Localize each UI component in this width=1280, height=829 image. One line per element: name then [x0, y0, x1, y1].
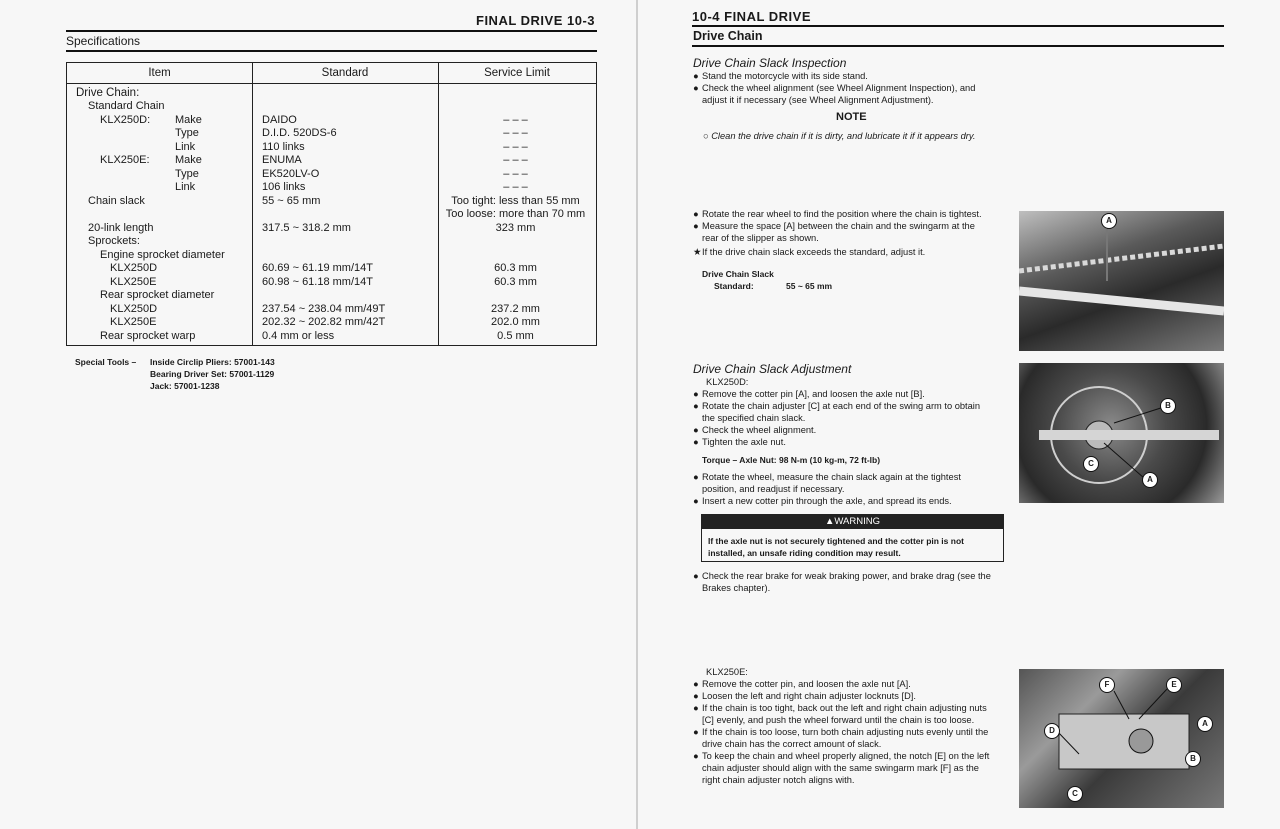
step-text: ● Check the wheel alignment (see Wheel Alignment Inspection), and [693, 83, 976, 93]
adjuster-locknut-photo [1019, 669, 1224, 808]
step-label: Tighten the axle nut. [702, 437, 786, 447]
table-cell-item: Rear sprocket warp [100, 330, 196, 342]
step-text: ● If the chain is too tight, back out the left and right chain adjusting nuts [693, 703, 987, 713]
table-cell-standard: 106 links [262, 181, 306, 193]
table-cell-item: Engine sprocket diameter [100, 249, 225, 261]
table-cell-standard: 110 links [262, 141, 305, 153]
chain-illustration [1019, 211, 1224, 351]
table-cell-limit: – – – [503, 168, 528, 180]
table-header-item: Item [148, 67, 171, 79]
torque-spec: Torque – Axle Nut: 98 N-m (10 kg-m, 72 ft-lb) [702, 455, 881, 465]
table-cell-item: Chain slack [88, 195, 145, 207]
table-cell-limit: – – – [503, 141, 528, 153]
step-label: Rotate the rear wheel to find the position where the chain is tightest. [702, 209, 982, 219]
table-cell-standard: ENUMA [262, 154, 302, 166]
step-label: Stand the motorcycle with its side stand. [702, 71, 868, 81]
table-cell-item: KLX250E [110, 276, 157, 288]
table-cell-item: Drive Chain: [76, 87, 140, 99]
section-rule [692, 45, 1224, 47]
table-divider [252, 63, 253, 345]
warning-title [702, 515, 1003, 529]
table-cell-limit: – – – [503, 127, 528, 139]
step-text: Brakes chapter). [702, 583, 771, 593]
table-cell-limit: – – – [503, 181, 528, 193]
table-cell-item: KLX250D [110, 303, 158, 315]
spec-standard-label: Standard: [714, 281, 754, 291]
warning-box [701, 514, 1004, 562]
section-title-drive-chain: Drive Chain [693, 29, 763, 43]
model-label: KLX250D: [706, 377, 749, 387]
callout-marker: A [1101, 213, 1117, 229]
table-cell-item: 20-link length [88, 222, 154, 234]
special-tool-item: Bearing Driver Set: 57001-1129 [150, 369, 275, 379]
chain-slack-photo [1019, 211, 1224, 351]
step-text: ● Stand the motorcycle with its side stand. [693, 71, 868, 81]
callout-marker: D [1044, 723, 1060, 739]
special-tool-item: Jack: 57001-1238 [150, 381, 220, 391]
page-header-right: 10-4 FINAL DRIVE [692, 9, 812, 24]
table-cell-limit: Too tight: less than 55 mm [451, 195, 580, 207]
step-label: To keep the chain and wheel properly aligned, the notch [E] on the left [702, 751, 990, 761]
step-label: Measure the space [A] between the chain and the swingarm at the [702, 221, 975, 231]
spec-standard-value: 55 ~ 65 mm [786, 281, 833, 291]
step-label: Loosen the left and right chain adjuster locknuts [D]. [702, 691, 916, 701]
step-label: Check the wheel alignment (see Wheel Alignment Inspection), and [702, 83, 976, 93]
table-cell-limit: 202.0 mm [491, 316, 540, 328]
table-cell-limit: 60.3 mm [494, 276, 537, 288]
table-cell-sub: Type [175, 168, 199, 180]
step-text: rear of the slipper as shown. [702, 233, 819, 243]
axle-illustration [1019, 363, 1224, 503]
table-cell-item: Standard Chain [88, 100, 165, 112]
special-tools-label: Special Tools – [75, 357, 137, 367]
spec-label: Drive Chain Slack [702, 269, 774, 279]
table-cell-standard: DAIDO [262, 114, 297, 126]
step-text: ● Check the wheel alignment. [693, 425, 817, 435]
step-text: ● Measure the space [A] between the chain and the swingarm at the [693, 221, 975, 231]
step-text: ● If the chain is too loose, turn both chain adjusting nuts evenly until the [693, 727, 989, 737]
table-header-standard: Standard [321, 67, 369, 79]
callout-marker: A [1142, 472, 1158, 488]
step-label: Check the wheel alignment. [702, 425, 817, 435]
step-text: ● Rotate the chain adjuster [C] at each end of the swing arm to obtain [693, 401, 981, 411]
step-text: ● Rotate the wheel, measure the chain slack again at the tightest [693, 472, 961, 482]
step-text: ★ If the drive chain slack exceeds the standard, adjust it. [693, 247, 926, 257]
table-header-rule [67, 83, 596, 84]
step-text: position, and readjust if necessary. [702, 484, 845, 494]
table-header-service-limit: Service Limit [484, 67, 550, 79]
step-label: If the chain is too tight, back out the left and right chain adjusting nuts [702, 703, 987, 713]
header-rule [66, 30, 597, 32]
step-text: ● Tighten the axle nut. [693, 437, 786, 447]
step-label: Rotate the wheel, measure the chain slack again at the tightest [702, 472, 961, 482]
step-text: ● Loosen the left and right chain adjuster locknuts [D]. [693, 691, 916, 701]
section-rule [66, 50, 597, 52]
section-title-specifications: Specifications [66, 34, 141, 48]
table-cell-item: Sprockets: [88, 235, 140, 247]
table-cell-sub: Link [175, 181, 196, 193]
table-cell-standard: 55 ~ 65 mm [262, 195, 321, 207]
table-cell-standard: 60.69 ~ 61.19 mm/14T [262, 262, 373, 274]
note-label: Clean the drive chain if it is dirty, and lubricate it if it appears dry. [711, 131, 976, 141]
step-text: [C] evenly, and push the wheel forward until the chain is too loose. [702, 715, 975, 725]
callout-marker: C [1083, 456, 1099, 472]
table-cell-sub: Make [175, 114, 202, 126]
table-cell-standard: 60.98 ~ 61.18 mm/14T [262, 276, 373, 288]
table-cell-item: KLX250E [110, 316, 157, 328]
step-text: ● Insert a new cotter pin through the axle, and spread its ends. [693, 496, 952, 506]
callout-marker: E [1166, 677, 1182, 693]
step-label: Rotate the chain adjuster [C] at each end of the swing arm to obtain [702, 401, 981, 411]
table-cell-standard: 237.54 ~ 238.04 mm/49T [262, 303, 386, 315]
note-bullet-icon: ○ [703, 131, 712, 141]
step-label: Remove the cotter pin [A], and loosen the axle nut [B]. [702, 389, 925, 399]
table-cell-limit: 60.3 mm [494, 262, 537, 274]
step-text: adjust it if necessary (see Wheel Alignment Adjustment). [702, 95, 934, 105]
chain-adjuster-photo [1019, 363, 1224, 503]
table-cell-item: KLX250E: [100, 154, 150, 166]
header-rule [692, 25, 1224, 27]
callout-marker: C [1067, 786, 1083, 802]
note-title: NOTE [836, 111, 867, 123]
step-label: Check the rear brake for weak braking power, and brake drag (see the [702, 571, 991, 581]
step-text: ● Rotate the rear wheel to find the position where the chain is tightest. [693, 209, 982, 219]
page-header-left: FINAL DRIVE 10-3 [476, 13, 596, 28]
warning-icon: ▲ [825, 516, 835, 527]
step-label: If the chain is too loose, turn both chain adjusting nuts evenly until the [702, 727, 989, 737]
table-cell-standard: EK520LV-O [262, 168, 320, 180]
step-text: ● Check the rear brake for weak braking power, and brake drag (see the [693, 571, 991, 581]
table-cell-limit: – – – [503, 154, 528, 166]
model-label: KLX250E: [706, 667, 748, 677]
table-cell-limit: – – – [503, 114, 528, 126]
table-cell-item: KLX250D [110, 262, 158, 274]
special-tool-item: Inside Circlip Pliers: 57001-143 [150, 357, 275, 367]
step-text: ● To keep the chain and wheel properly aligned, the notch [E] on the left [693, 751, 990, 761]
note-text [703, 130, 975, 142]
callout-marker: A [1197, 716, 1213, 732]
table-cell-standard: D.I.D. 520DS-6 [262, 127, 337, 139]
table-cell-standard: 317.5 ~ 318.2 mm [262, 222, 351, 234]
table-cell-limit: 0.5 mm [497, 330, 534, 342]
callout-marker: B [1160, 398, 1176, 414]
table-cell-standard: 0.4 mm or less [262, 330, 335, 342]
table-cell-sub: Link [175, 141, 196, 153]
table-cell-sub: Type [175, 127, 199, 139]
step-text: ● Remove the cotter pin [A], and loosen the axle nut [B]. [693, 389, 925, 399]
step-text: right chain adjuster notch aligns with. [702, 775, 855, 785]
subsection-title: Drive Chain Slack Adjustment [693, 362, 852, 376]
step-text: the specified chain slack. [702, 413, 806, 423]
table-cell-standard: 202.32 ~ 202.82 mm/42T [262, 316, 386, 328]
warning-title-label: WARNING [834, 516, 880, 527]
warning-text: If the axle nut is not securely tightened and the cotter pin is not [708, 536, 964, 546]
table-cell-sub: Make [175, 154, 202, 166]
step-text: chain adjuster should align with the same swingarm mark [F] as the [702, 763, 979, 773]
table-cell-item: Rear sprocket diameter [100, 289, 215, 301]
table-cell-limit: 237.2 mm [491, 303, 540, 315]
step-label: If the drive chain slack exceeds the standard, adjust it. [702, 247, 926, 257]
warning-text: installed, an unsafe riding condition may result. [708, 548, 901, 558]
callout-marker: F [1099, 677, 1115, 693]
step-text: ● Remove the cotter pin, and loosen the axle nut [A]. [693, 679, 911, 689]
step-text: drive chain has the correct amount of slack. [702, 739, 882, 749]
step-label: Insert a new cotter pin through the axle, and spread its ends. [702, 496, 952, 506]
table-cell-limit: 323 mm [495, 222, 536, 234]
table-cell-item: KLX250D: [100, 114, 151, 126]
subsection-title: Drive Chain Slack Inspection [693, 56, 847, 70]
step-label: Remove the cotter pin, and loosen the axle nut [A]. [702, 679, 911, 689]
table-cell-limit: Too loose: more than 70 mm [445, 208, 586, 220]
callout-marker: B [1185, 751, 1201, 767]
